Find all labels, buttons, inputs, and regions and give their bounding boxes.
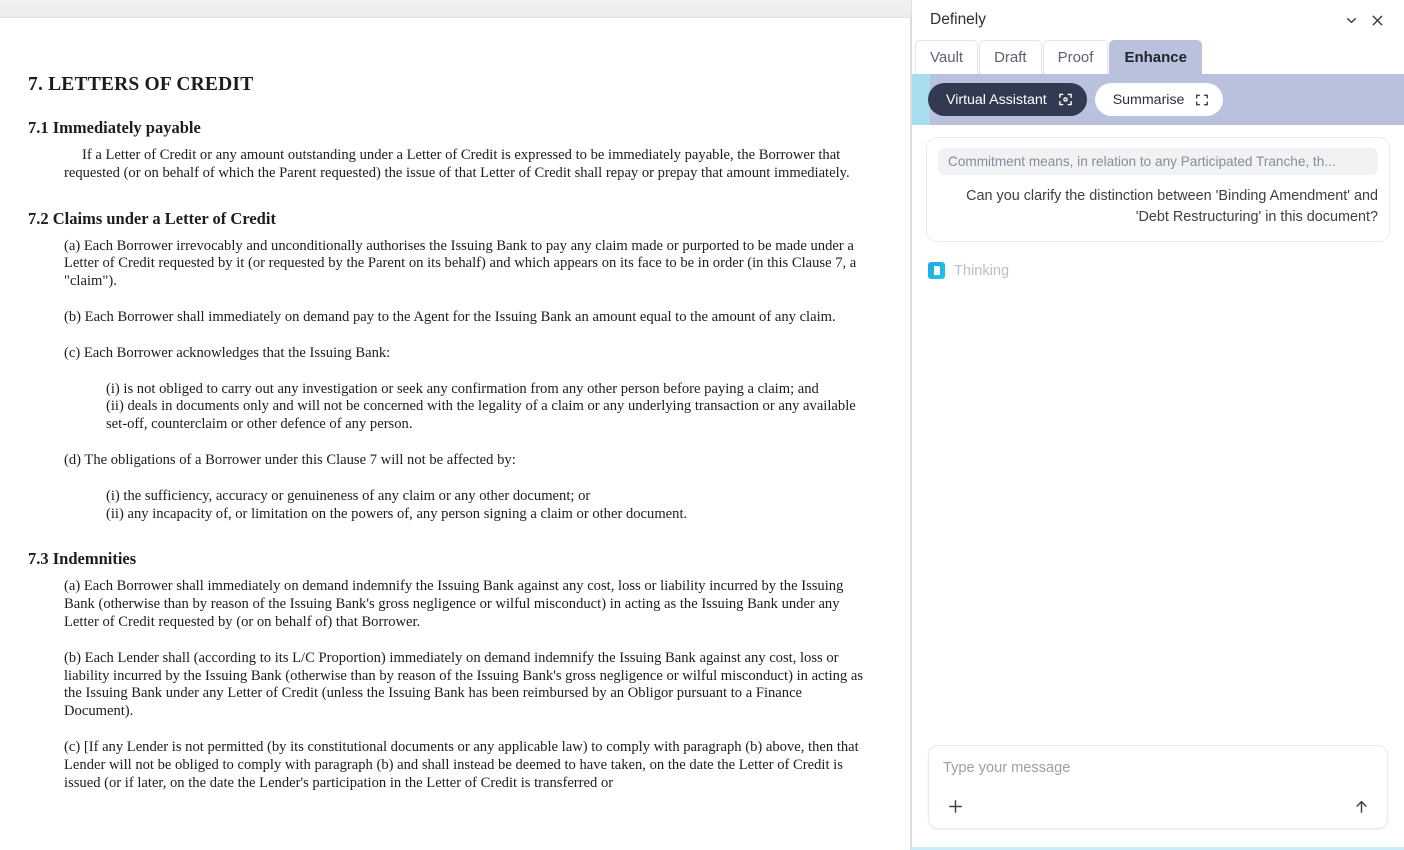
paragraph: (a) Each Borrower irrevocably and unconditionally authorises the Issuing Bank to pay any claim made or purported to be made under a Letter of Credit requested by it (or requested by the Parent on its behalf) and which appears on its face to be in order (in this Clause 7, a "claim"). [64,237,857,290]
paragraph: (b) Each Lender shall (according to its L/C Proportion) immediately on demand indemnify the Issuing Bank against any cost, loss or liability incurred by the Issuing Bank (otherwise than by reason of the Issuing Bank's gross negligence or wilful misconduct) in acting as the Issuing Bank under any Letter of Credit (unless the Issuing Bank has been reimbursed by an Obligor pursuant to a Finance Document). [64,649,864,720]
message-input[interactable] [943,760,1373,776]
section-heading-7-3: 7.3 Indemnities [28,549,137,569]
document-page [0,18,910,792]
paragraph: (i) the sufficiency, accuracy or genuineness of any claim or any other document; or [106,487,591,504]
tab-enhance[interactable] [1109,40,1202,74]
enhance-action-bar [912,74,1404,125]
window-chrome-strip [0,0,911,18]
page-title: 7. LETTERS OF CREDIT [28,74,254,95]
paragraph: (a) Each Borrower shall immediately on demand indemnify the Issuing Bank against any cost, loss or liability incurred by the Issuing Bank (otherwise than by reason of the Issuing Bank's gross negligence or wilful misconduct) in acting as the Issuing Bank under any Letter of Credit requested by (or on behalf of) that Borrower. [64,578,844,630]
assistant-status-row [926,262,1390,279]
close-icon[interactable] [1364,7,1390,33]
virtual-assistant-button[interactable] [928,83,1087,116]
panel-header [912,0,1404,40]
tab-label: Draft [994,49,1027,66]
paragraph: (d) The obligations of a Borrower under this Clause 7 will not be affected by: [64,451,516,468]
paragraph: (c) [If any Lender is not permitted (by its constitutional documents or any applicable law) to comply with paragraph (b) above, then that Lender will not be obliged to comply with paragraph (b) and shall instead be deemed to have taken, on the date the Letter of Credit is issued (or if later, on the date the Lender's participation in the Letter of Credit is transferred or [64,738,859,791]
expand-icon [1195,93,1209,107]
quoted-context-chip[interactable]: Commitment means, in relation to any Participated Tranche, th... [938,148,1378,175]
paragraph: If a Letter of Credit or any amount outstanding under a Letter of Credit is expressed to be immediately payable, the Borrower that requested (or on behalf of which the Parent requested) the issue of that Letter of Credit shall repay or prepay that amount immediately. [64,147,850,181]
user-question-text: Can you clarify the distinction between 'Binding Amendment' and 'Debt Restructuring' in this document? [966,188,1378,225]
paragraph: (ii) any incapacity of, or limitation on the powers of, any person signing a claim or other document. [106,505,688,522]
tab-draft[interactable] [979,40,1042,74]
user-message [926,137,1390,242]
tab-label: Proof [1057,49,1094,66]
tab-proof[interactable] [1043,40,1109,74]
assistant-panel [911,0,1404,850]
chevron-down-icon[interactable] [1338,7,1364,33]
composer-actions [943,794,1373,818]
section-heading-7-2: 7.2 Claims under a Letter of Credit [28,208,276,228]
plus-icon[interactable] [943,794,967,818]
summarise-button[interactable] [1095,83,1224,116]
expand-icon [1058,92,1073,107]
send-button[interactable] [1349,794,1373,818]
composer[interactable] [928,745,1388,829]
panel-tabs [912,40,1404,74]
paragraph: (i) is not obliged to carry out any investigation or seek any confirmation from any other person before paying a claim; and [106,380,819,397]
composer-container [912,745,1404,847]
paragraph: (c) Each Borrower acknowledges that the Issuing Bank: [64,344,391,361]
tab-label: Vault [930,49,964,66]
paragraph: (ii) deals in documents only and will not be concerned with the legality of a claim or any underlying transaction or any available set-off, counterclaim or other defence of any person. [106,398,856,433]
thinking-status-label: Thinking [954,262,1010,279]
section-heading-7-1: 7.1 Immediately payable [28,118,201,137]
definely-logo-icon [928,262,945,279]
chat-message-list[interactable] [912,125,1404,745]
paragraph: (b) Each Borrower shall immediately on demand pay to the Agent for the Issuing Bank an amount equal to the amount of any claim. [64,308,836,325]
document-viewer[interactable] [0,18,911,850]
virtual-assistant-label: Virtual Assistant [946,91,1047,108]
tab-label: Enhance [1124,49,1187,66]
summarise-label: Summarise [1112,91,1185,108]
tab-vault[interactable] [915,40,978,74]
panel-title: Definely [930,11,986,28]
